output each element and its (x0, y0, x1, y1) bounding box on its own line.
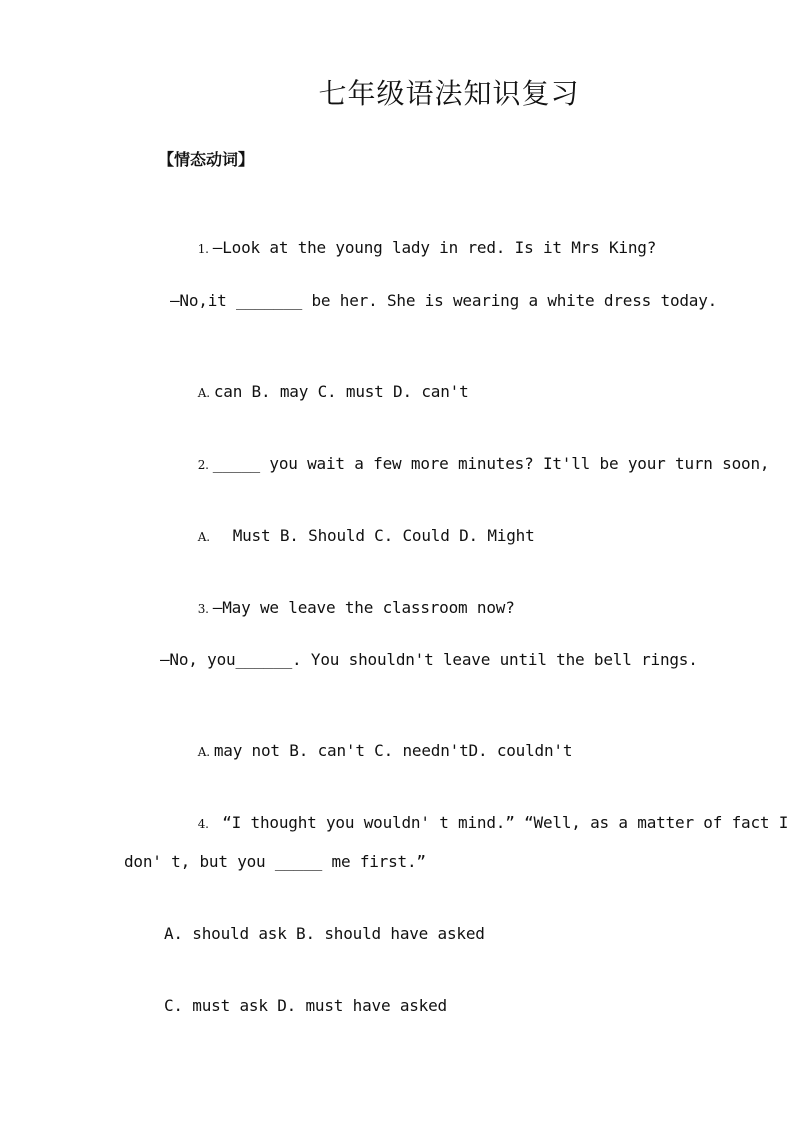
question-3-number: 3. (197, 602, 209, 616)
question-1-options (160, 363, 469, 420)
question-1-options-label: A. (197, 386, 210, 400)
question-4-line-1 (160, 794, 788, 851)
question-3-options (160, 722, 572, 779)
question-1-number: 1. (197, 242, 209, 256)
question-4-text-1: “I thought you wouldn' t mind.” “Well, as a matter of fact I (222, 813, 789, 832)
question-2-options-text: Must B. Should C. Could D. Might (213, 526, 535, 545)
question-3-text-1: —May we leave the classroom now? (212, 598, 515, 617)
question-2-number: 2. (197, 458, 209, 472)
question-2-options-label: A. (197, 530, 210, 544)
question-4-number: 4. (197, 817, 209, 831)
question-1-line-1 (160, 219, 656, 276)
question-3-options-text: may not B. can't C. needn'tD. couldn't (213, 741, 573, 760)
question-2-text-1: _____ you wait a few more minutes? It'll be your turn soon, (212, 454, 770, 473)
page-title: 七年级语法知识复习 (318, 77, 580, 110)
question-2-line-1 (160, 435, 769, 492)
section-heading: 【情态动词】 (158, 150, 255, 169)
question-2-options (160, 507, 535, 564)
question-1-line-2: —No,it _______ be her. She is wearing a white dress today. (170, 291, 718, 310)
question-3-options-label: A. (197, 745, 210, 759)
question-4-line-2: don' t, but you _____ me first.” (124, 852, 426, 871)
question-1-text-1: —Look at the young lady in red. Is it Mrs King? (212, 238, 657, 257)
question-1-options-text: can B. may C. must D. can't (213, 382, 469, 401)
question-4-options-1: A. should ask B. should have asked (164, 924, 485, 943)
question-3-line-1 (160, 579, 515, 636)
question-4-options-2: C. must ask D. must have asked (164, 996, 447, 1015)
question-3-line-2: —No, you______. You shouldn't leave until the bell rings. (160, 650, 698, 669)
